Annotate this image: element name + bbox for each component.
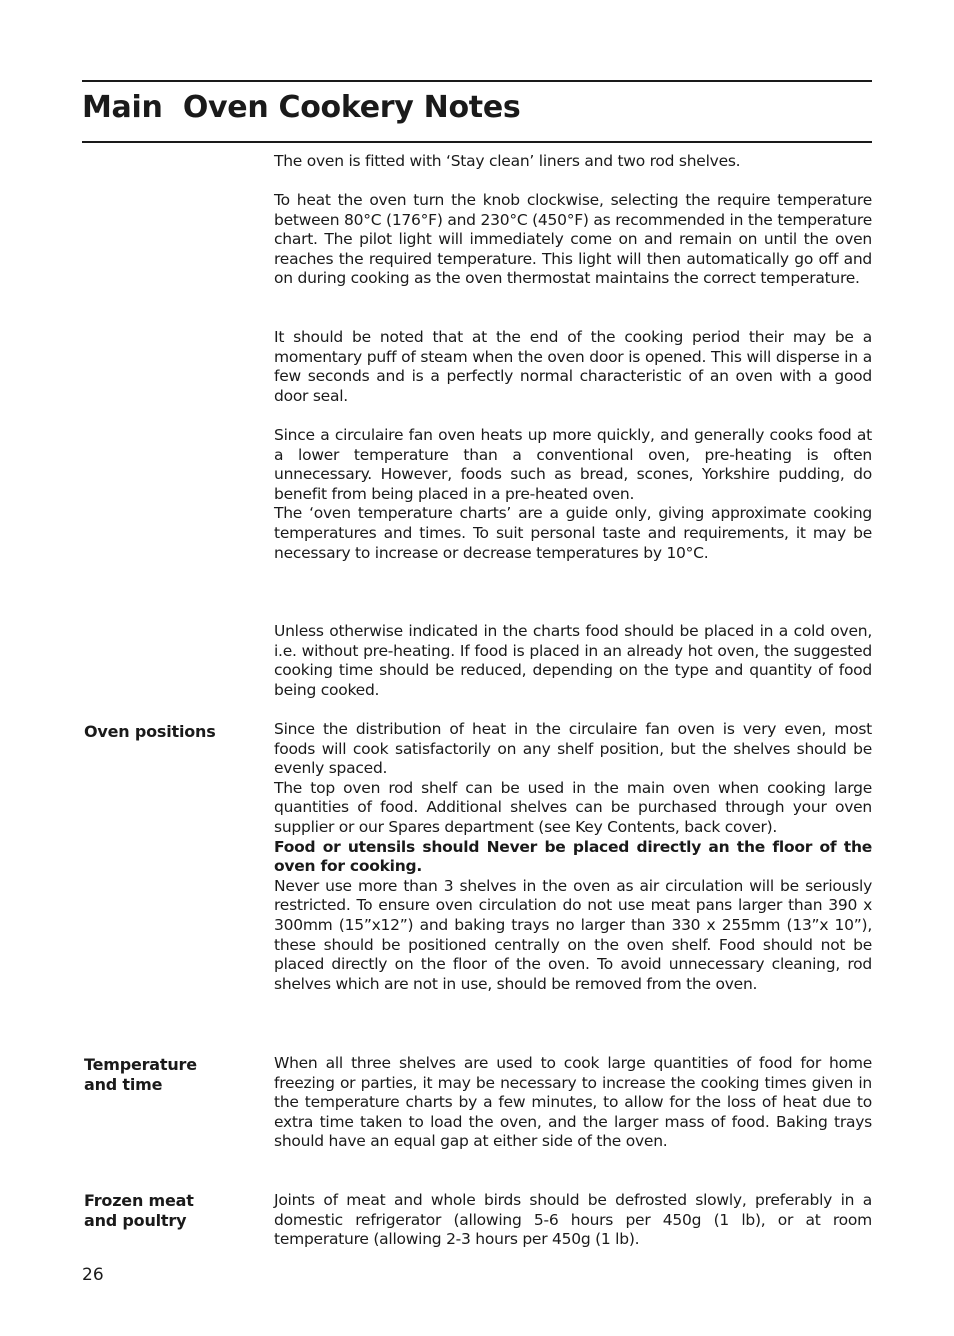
temperature-time-label-line2: and time [84, 1075, 163, 1094]
page-title: Main Oven Cookery Notes [82, 90, 521, 125]
preheating-text: Since a circulaire fan oven heats up more quickly, and generally cooks food at a lower temperature than a conventional oven, pre-heating is often unnecessary. However, foods such as bread, scones, Yorkshire pudding, do benefit from being placed in a pre-heated oven. [274, 426, 872, 503]
intro-paragraph-steam: It should be noted that at the end of the cooking period their may be a momentary puff of steam when the oven door is opened. This will disperse in a few seconds and is a perfectly normal characteristic of an oven with a good door seal. [274, 328, 872, 405]
oven-positions-circulation-text: Never use more than 3 shelves in the oven as air circulation will be seriously restricted. To ensure oven circulation do not use meat pans larger than 390 x 300mm (15”x12”) and baking trays no larger than 330 x 255mm (13”x 10”), these should be positioned centrally on the oven shelf. Food should not be placed directly on the floor of the oven. To avoid unnecessary cleaning, rod shelves which are not in use, should be removed from the oven. [274, 876, 872, 993]
frozen-meat-label-line1: Frozen meat [84, 1191, 194, 1210]
intro-paragraph-preheating [274, 426, 872, 563]
oven-positions-warning: Food or utensils should Never be placed directly an the floor of the oven for cooking. [274, 837, 872, 876]
temperature-time-body: When all three shelves are used to cook large quantities of food for home freezing or parties, it may be necessary to increase the cooking times given in the temperature charts by a few minutes, to allow for the loss of heat due to extra time taken to load the oven, and the larger mass of food. Baking trays should have an equal gap at either side of the oven. [274, 1054, 872, 1151]
page-number: 26 [82, 1265, 104, 1285]
frozen-meat-heading [84, 1191, 254, 1231]
temperature-time-label-line1: Temperature [84, 1055, 197, 1074]
intro-paragraph-cold-oven: Unless otherwise indicated in the charts food should be placed in a cold oven, i.e. without pre-heating. If food is placed in an already hot oven, the suggested cooking time should be reduced, depending on the type and quantity of food being cooked. [274, 622, 872, 699]
oven-positions-body [274, 720, 872, 994]
intro-paragraph-liners: The oven is fitted with ‘Stay clean’ liners and two rod shelves. [274, 152, 741, 170]
frozen-meat-label-line2: and poultry [84, 1211, 187, 1230]
oven-positions-shelf-text: The top oven rod shelf can be used in the main oven when cooking large quantities of food. Additional shelves can be purchased through your oven supplier or our Spares department (see Key Contents, back cover). [274, 778, 872, 836]
intro-paragraph-heating: To heat the oven turn the knob clockwise, selecting the require temperature between 80°C (176°F) and 230°C (450°F) as recommended in the temperature chart. The pilot light will immediately come on and remain on until the oven reaches the required temperature. This light will then automatically go off and on during cooking as the oven thermostat maintains the correct temperature. [274, 191, 872, 288]
frozen-meat-body: Joints of meat and whole birds should be defrosted slowly, preferably in a domestic refrigerator (allowing 5-6 hours per 450g (1 lb), or at room temperature (allowing 2-3 hours per 450g (1 lb). [274, 1191, 872, 1249]
header-rule-top [82, 80, 872, 82]
oven-positions-label: Oven positions [84, 722, 216, 741]
header-rule-bottom [82, 141, 872, 143]
temperature-charts-text: The ‘oven temperature charts’ are a guide only, giving approximate cooking temperatures and times. To suit personal taste and requirements, it may be necessary to increase or decrease temperatures by 10°C. [274, 504, 872, 562]
temperature-time-heading [84, 1055, 254, 1095]
oven-positions-heat-text: Since the distribution of heat in the circulaire fan oven is very even, most foods will cook satisfactorily on any shelf position, but the shelves should be evenly spaced. [274, 720, 872, 778]
oven-positions-heading [84, 722, 254, 742]
